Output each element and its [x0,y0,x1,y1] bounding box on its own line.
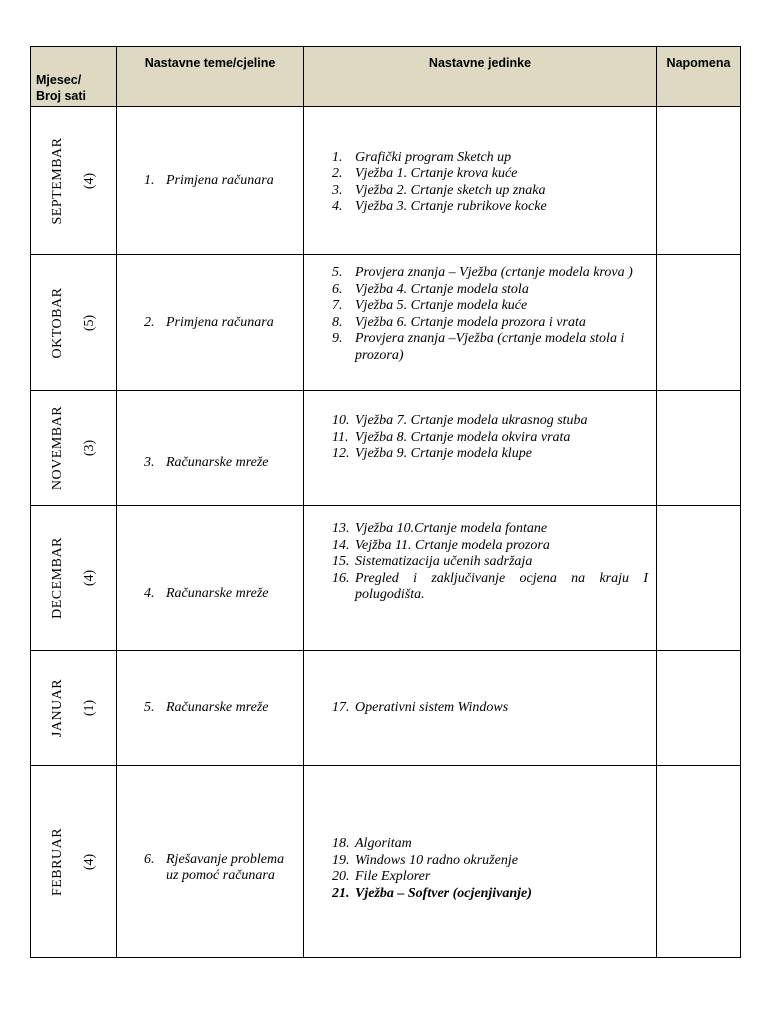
month-cell [31,506,117,651]
unit-text: Pregled i zaključivanje ocjena na kraju I polugodišta. [355,570,648,602]
month-cell [31,255,117,391]
header-themes: Nastavne teme/cjeline [117,47,304,107]
theme-text [166,852,284,884]
theme-text: Računarske mreže [166,455,269,470]
unit-text: File Explorer [355,869,431,884]
header-note: Napomena [657,47,741,107]
unit-text: Sistematizacija učenih sadržaja [355,554,533,569]
list-item [332,298,648,315]
unit-text: Vježba 2. Crtanje sketch up znaka [355,182,546,198]
unit-number: 15. [332,554,350,569]
month-hours: (4) [81,569,97,587]
month-name: DECEMBAR [49,537,65,619]
units-list [304,146,656,216]
list-item [332,282,648,299]
month-name: FEBRUAR [49,827,65,896]
unit-text: Vježba 10.Crtanje modela fontane [355,521,548,536]
unit-text: Vježba 3. Crtanje rubrikove kocke [355,199,547,214]
month-name: OKTOBAR [49,287,65,358]
table-row [31,766,741,958]
note-cell [657,107,741,255]
theme-text: Računarske mreže [166,586,269,601]
unit-text: Vježba – Softver (ocjenjivanje) [355,885,532,901]
unit-number: 4. [332,199,343,214]
month-cell [31,391,117,506]
list-item [332,315,648,332]
list-item [332,331,648,364]
header-hours-label: Broj sati [36,89,87,103]
theme-text: Računarske mreže [166,700,269,715]
unit-text: Operativni sistem Windows [355,699,509,715]
list-item [332,150,648,167]
note-cell [657,766,741,958]
theme-cell [117,391,304,506]
units-list [304,265,656,364]
theme-cell [117,255,304,391]
unit-number: 17. [332,699,350,715]
header-units: Nastavne jedinke [304,47,657,107]
unit-number: 18. [332,836,350,851]
list-item [332,886,648,903]
theme-number: 4. [144,586,155,601]
unit-number: 19. [332,852,350,868]
list-item [332,538,648,555]
header-month-hours [31,47,117,107]
theme-text: Primjena računara [166,314,274,330]
month-name: JANUAR [49,678,65,738]
list-item [332,183,648,200]
theme-cell [117,651,304,766]
list-item [332,700,648,717]
month-cell [31,651,117,766]
unit-text: Provjera znanja – Vježba (crtanje modela krova ) [355,265,633,280]
unit-text: Vježba 9. Crtanje modela klupe [355,446,532,461]
month-hours: (1) [81,699,97,717]
units-list [304,836,656,902]
theme-number: 1. [144,172,155,188]
theme-text-line-1: Rješavanje problema [166,851,285,867]
units-list [304,521,656,604]
units-cell [304,506,657,651]
unit-text: Vježba 8. Crtanje modela okvira vrata [355,429,571,445]
unit-text: Vejžba 11. Crtanje modela prozora [355,537,550,553]
list-item [332,521,648,538]
unit-text: Vježba 7. Crtanje modela ukrasnog stuba [355,413,588,428]
unit-text: Algoritam [355,836,412,851]
unit-text: Vježba 6. Crtanje modela prozora i vrata [355,314,586,330]
unit-text: Grafički program Sketch up [355,149,512,165]
list-item [332,430,648,447]
list-item [332,265,648,282]
month-cell [31,766,117,958]
unit-number: 14. [332,537,350,553]
unit-number: 3. [332,182,343,198]
unit-number: 16. [332,570,350,586]
list-item [332,413,648,430]
month-name: SEPTEMBAR [49,137,65,224]
unit-number: 9. [332,331,343,346]
unit-text: Vježba 4. Crtanje modela stola [355,281,529,297]
theme-number: 6. [144,851,155,867]
list-item [332,836,648,853]
theme-number: 3. [144,455,155,470]
unit-number: 20. [332,869,350,884]
units-cell [304,107,657,255]
table-row [31,255,741,391]
units-cell [304,651,657,766]
list-item [332,446,648,463]
list-item [332,853,648,870]
note-cell [657,255,741,391]
unit-number: 8. [332,314,343,330]
theme-cell [117,506,304,651]
month-hours: (5) [81,314,97,331]
month-hours: (4) [81,853,97,870]
units-list [304,413,656,463]
unit-number: 12. [332,446,350,461]
table-row [31,651,741,766]
unit-number: 5. [332,265,343,280]
theme-cell [117,107,304,255]
theme-text-line-2: uz pomoć računara [166,867,275,883]
unit-number: 2. [332,166,343,181]
table-row [31,107,741,255]
note-cell [657,651,741,766]
month-cell [31,107,117,255]
unit-text: Windows 10 radno okruženje [355,852,518,868]
table-row [31,391,741,506]
units-cell [304,766,657,958]
list-item [332,199,648,216]
theme-text: Primjena računara [166,172,274,188]
note-cell [657,506,741,651]
note-cell [657,391,741,506]
list-item [332,869,648,886]
theme-number: 5. [144,700,155,715]
unit-number: 1. [332,149,343,165]
unit-number: 13. [332,521,350,536]
month-hours: (3) [81,439,97,457]
unit-number: 11. [332,429,349,445]
unit-text: Vježba 5. Crtanje modela kuće [355,298,528,313]
list-item [332,571,648,604]
month-hours: (4) [81,172,97,189]
units-list [304,700,656,717]
theme-number: 2. [144,314,155,330]
table-row [31,506,741,651]
units-cell [304,391,657,506]
unit-text: Provjera znanja –Vježba (crtanje modela stola i prozora) [355,331,625,363]
list-item [332,554,648,571]
month-name: NOVEMBAR [49,405,65,491]
header-month-label: Mjesec/ [36,73,82,87]
header-row [31,47,741,107]
units-cell [304,255,657,391]
unit-number: 21. [332,885,350,901]
unit-number: 7. [332,298,343,313]
curriculum-table [30,46,741,958]
unit-number: 10. [332,413,350,428]
list-item [332,166,648,183]
unit-text: Vježba 1. Crtanje krova kuće [355,166,518,181]
theme-cell [117,766,304,958]
unit-number: 6. [332,281,343,297]
